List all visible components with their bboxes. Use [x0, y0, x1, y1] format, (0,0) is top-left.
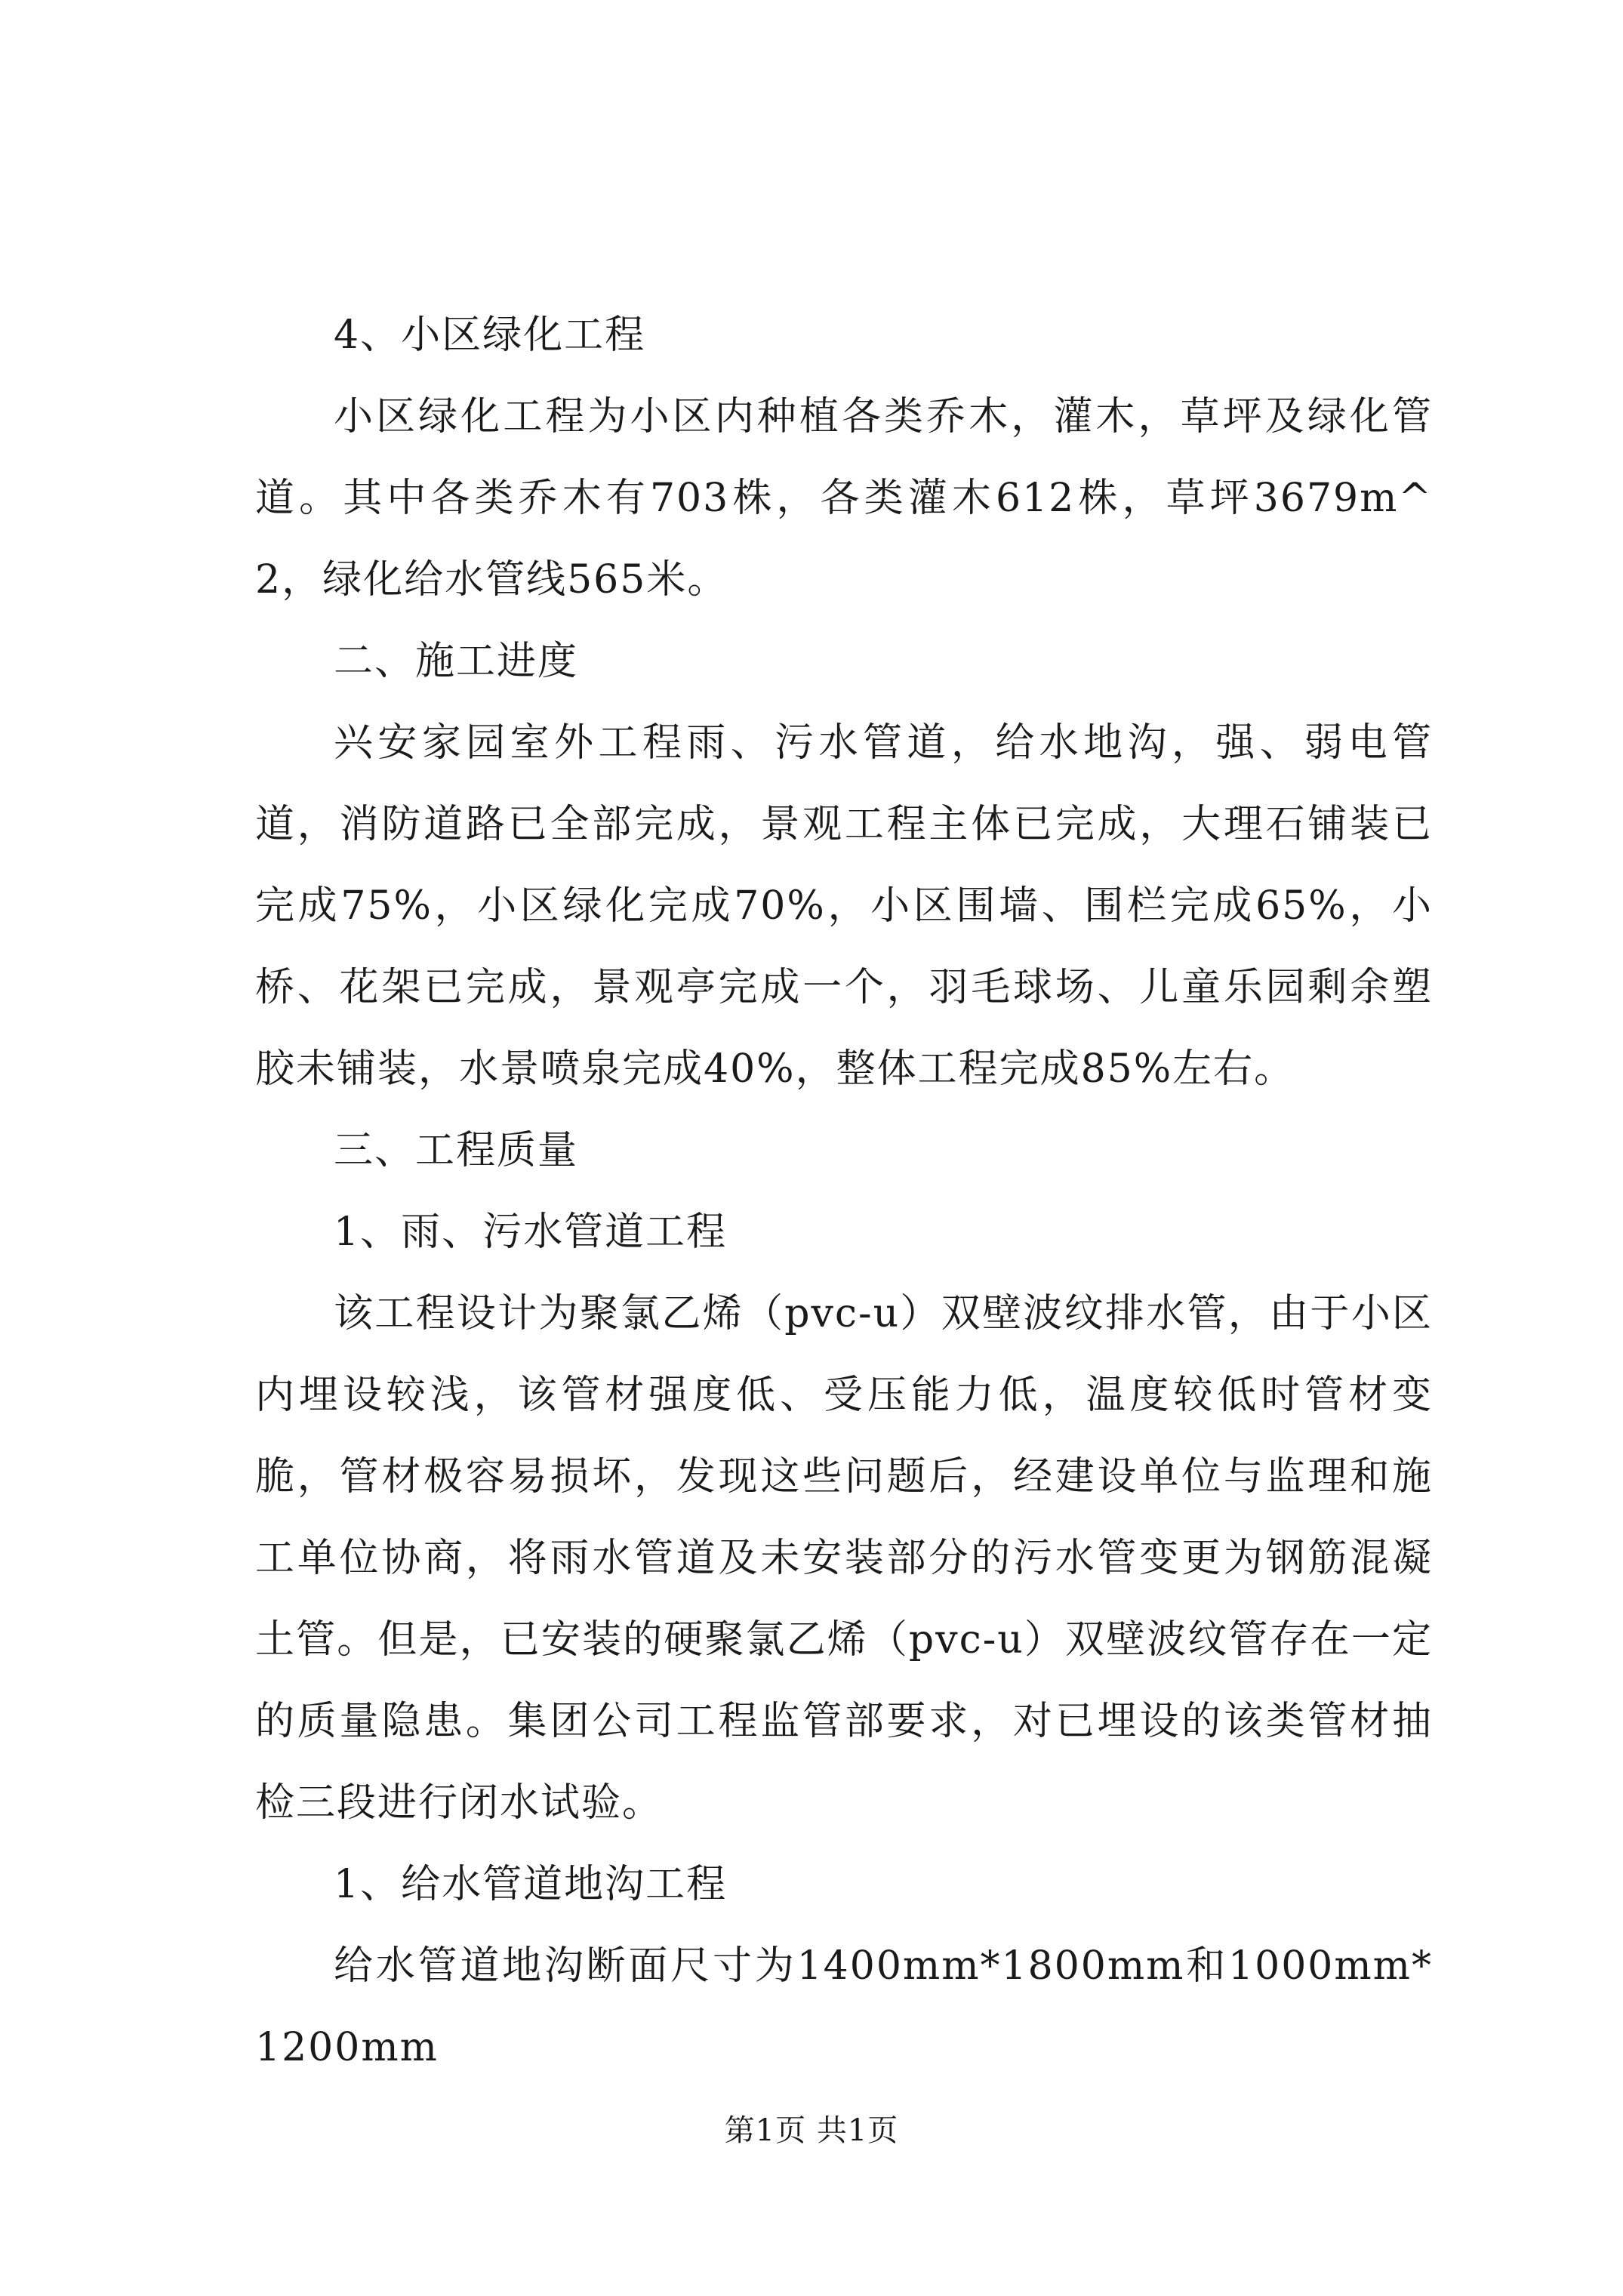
paragraph-water-trench: 给水管道地沟断面尺寸为1400mm*1800mm和1000mm*1200mm — [255, 1943, 1433, 2070]
page-footer: 第1页 共1页 — [724, 2113, 899, 2148]
section-heading-quality: 三、工程质量 — [334, 1128, 579, 1173]
section-heading-greening: 4、小区绿化工程 — [334, 313, 646, 358]
paragraph-greening-details: 小区绿化工程为小区内种植各类乔木，灌木，草坪及绿化管道。其中各类乔木有703株，各类灌木612株，草坪3679m^2，绿化给水管线565米。 — [255, 394, 1433, 603]
section-heading-progress: 二、施工进度 — [334, 639, 579, 684]
document-body — [255, 294, 1433, 2088]
subheading-water-trench: 1、给水管道地沟工程 — [334, 1862, 728, 1907]
paragraph-progress-details: 兴安家园室外工程雨、污水管道，给水地沟，强、弱电管道，消防道路已全部完成，景观工程主体已完成，大理石铺装已完成75%，小区绿化完成70%，小区围墙、围栏完成65%，小桥、花架已完成，景观亭完成一个，羽毛球场、儿童乐园剩余塑胶未铺装，水景喷泉完成40%，整体工程完成85%左右。 — [255, 720, 1433, 1092]
subheading-sewer-pipes: 1、雨、污水管道工程 — [334, 1210, 728, 1255]
paragraph-sewer-pipes: 该工程设计为聚氯乙烯（pvc-u）双壁波纹排水管，由于小区内埋设较浅，该管材强度低、受压能力低，温度较低时管材变脆，管材极容易损坏，发现这些问题后，经建设单位与监理和施工单位协商，将雨水管道及未安装部分的污水管变更为钢筋混凝土管。但是，已安装的硬聚氯乙烯（pvc-u）双壁波纹管存在一定的质量隐患。集团公司工程监管部要求，对已埋设的该类管材抽检三段进行闭水试验。 — [255, 1291, 1433, 1826]
